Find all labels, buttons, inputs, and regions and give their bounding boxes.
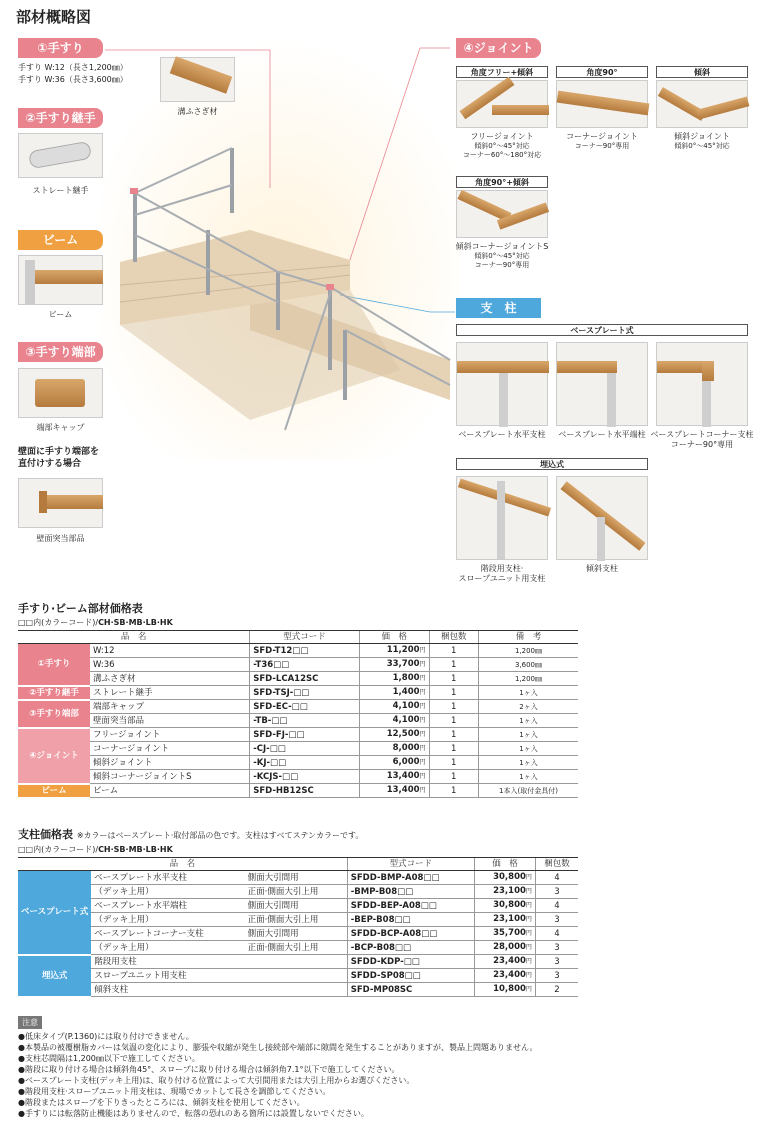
item-code: -BCP-B08□□ — [347, 941, 474, 955]
item-qty: 3 — [535, 955, 578, 969]
item-qty: 3 — [535, 885, 578, 899]
col-note: 備 考 — [478, 631, 578, 644]
header-angle-90-slope: 角度90°+傾斜 — [456, 176, 548, 188]
item-name: フリージョイント — [90, 728, 250, 742]
yen-unit: 円 — [419, 773, 426, 780]
col-qty: 梱包数 — [429, 631, 478, 644]
item-qty: 2 — [535, 983, 578, 997]
note-item: ●手すりには転落防止機能はありませんので、転落の恐れのある箇所には設置しないでください。 — [18, 1109, 369, 1118]
note-item: ●低床タイプ(P.1360)には取り付けできません。 — [18, 1032, 194, 1041]
yen-unit: 円 — [525, 958, 532, 965]
bp-horizontal-post-photo — [456, 342, 548, 426]
item-code: SFD-T12□□ — [250, 644, 360, 658]
end-cap-caption: 端部キャップ — [36, 423, 85, 432]
yen-unit: 円 — [525, 888, 532, 895]
straight-joint-caption: ストレート継手 — [32, 186, 89, 195]
item-note: 1ヶ入 — [478, 770, 578, 784]
col-price: 価 格 — [475, 858, 536, 871]
corner-joint-photo — [556, 80, 648, 128]
notes-list — [18, 1031, 753, 1119]
item-sub: 側面大引間用 — [245, 899, 348, 913]
yen-unit: 円 — [525, 874, 532, 881]
col-code: 型式コード — [250, 631, 360, 644]
item-price — [475, 885, 536, 899]
item-qty: 1 — [429, 714, 478, 728]
corner-joint-caption: コーナージョイント コーナー90°専用 — [566, 132, 638, 150]
item-sub: 側面大引間用 — [245, 927, 348, 941]
yen-unit: 円 — [419, 717, 426, 724]
item-name: コーナージョイント — [90, 742, 250, 756]
table-row — [18, 913, 578, 927]
item-note: 1ヶ入 — [478, 686, 578, 700]
yen-unit: 円 — [419, 759, 426, 766]
item-price — [475, 899, 536, 913]
item-qty: 1 — [429, 644, 478, 658]
item-name: W:36 — [90, 658, 250, 672]
item-sub: 正面·側面大引上用 — [245, 941, 348, 955]
item-code: SFD-HB12SC — [250, 784, 360, 798]
table-row — [18, 686, 578, 700]
table-row — [18, 644, 578, 658]
item-note: 1本入(取付金具付) — [478, 784, 578, 798]
price-value: 30,800 — [493, 872, 526, 882]
item-name: 傾斜支柱 — [91, 983, 347, 997]
slope-joint-caption: 傾斜ジョイント 傾斜0°～45°対応 — [674, 132, 730, 150]
table-row — [18, 658, 578, 672]
table-row — [18, 885, 578, 899]
table-row — [18, 899, 578, 913]
price-table-2 — [18, 857, 578, 998]
table-row — [18, 871, 578, 885]
item-name: （デッキ上用） — [91, 885, 244, 899]
header-baseplate: ベースプレート式 — [456, 324, 748, 336]
price-value: 23,400 — [493, 956, 526, 966]
item-qty: 4 — [535, 899, 578, 913]
yen-unit: 円 — [419, 675, 426, 682]
item-code: -KJ-□□ — [250, 756, 360, 770]
slope-post-caption: 傾斜支柱 — [586, 564, 618, 573]
slope-corner-joint-caption: 傾斜コーナージョイントS 傾斜0°～45°対応 コーナー90°専用 — [455, 242, 549, 269]
col-name: 品 名 — [18, 858, 347, 871]
item-code: -T36□□ — [250, 658, 360, 672]
price-value: 1,800 — [392, 673, 420, 683]
price-table-2-title: 支柱価格表 — [18, 828, 73, 841]
item-price — [359, 658, 429, 672]
item-price — [359, 644, 429, 658]
item-code: SFD-FJ-□□ — [250, 728, 360, 742]
item-price — [359, 756, 429, 770]
end-cap-photo — [18, 368, 103, 418]
joint-label: ④ジョイント — [456, 38, 541, 58]
item-code: SFD-TSJ-□□ — [250, 686, 360, 700]
table-row — [18, 969, 578, 983]
header-angle-90: 角度90° — [556, 66, 648, 78]
notes-label: 注意 — [18, 1016, 42, 1029]
item-qty: 1 — [429, 700, 478, 714]
slope-post-photo — [556, 476, 648, 560]
page-title: 部材概略図 — [16, 8, 92, 26]
item-name: 溝ふさぎ材 — [90, 672, 250, 686]
stair-post-caption: 階段用支柱· スロープユニット用支柱 — [458, 564, 546, 583]
item-price — [359, 672, 429, 686]
yen-unit: 円 — [419, 661, 426, 668]
category-cell: 埋込式 — [18, 955, 91, 997]
slope-corner-joint-photo — [456, 190, 548, 238]
item-price — [359, 700, 429, 714]
item-qty: 3 — [535, 913, 578, 927]
price-value: 11,200 — [386, 645, 420, 655]
item-code: SFDD-BMP-A08□□ — [347, 871, 474, 885]
item-qty: 1 — [429, 784, 478, 798]
category-cell: ③手すり端部 — [18, 700, 90, 728]
bp-end-post-caption: ベースプレート水平端柱 — [558, 430, 646, 439]
item-note: 2ヶ入 — [478, 700, 578, 714]
item-code: -KCJS-□□ — [250, 770, 360, 784]
price-value: 13,400 — [386, 785, 420, 795]
price-value: 8,000 — [392, 743, 420, 753]
item-code: SFDD-KDP-□□ — [347, 955, 474, 969]
table-row — [18, 742, 578, 756]
item-note: 1ヶ入 — [478, 756, 578, 770]
item-name: 傾斜ジョイント — [90, 756, 250, 770]
item-name: 傾斜コーナージョイントS — [90, 770, 250, 784]
yen-unit: 円 — [419, 745, 426, 752]
item-price — [359, 770, 429, 784]
item-qty: 1 — [429, 686, 478, 700]
category-cell: ②手すり継手 — [18, 686, 90, 700]
price-value: 1,400 — [392, 687, 420, 697]
header-angle-free: 角度フリー+傾斜 — [456, 66, 548, 78]
price-value: 30,800 — [493, 900, 526, 910]
item-code: -TB-□□ — [250, 714, 360, 728]
handrail-label: ①手すり — [18, 38, 103, 58]
table-row — [18, 784, 578, 798]
item-note: 1ヶ入 — [478, 714, 578, 728]
item-code: SFDD-BEP-A08□□ — [347, 899, 474, 913]
item-name: ベースプレート水平端柱 — [91, 899, 244, 913]
joint-connector-label: ②手すり継手 — [18, 108, 103, 128]
item-sub: 正面·側面大引上用 — [245, 913, 348, 927]
item-qty: 3 — [535, 969, 578, 983]
yen-unit: 円 — [525, 972, 532, 979]
yen-unit: 円 — [419, 703, 426, 710]
price-table-1-title: 手すり·ビーム部材価格表 — [18, 602, 143, 615]
end-part-label: ③手すり端部 — [18, 342, 103, 362]
item-price — [475, 983, 536, 997]
price-value: 4,100 — [392, 701, 420, 711]
bp-end-post-photo — [556, 342, 648, 426]
header-slope: 傾斜 — [656, 66, 748, 78]
slope-joint-photo — [656, 80, 748, 128]
item-name: ベースプレート水平支柱 — [91, 871, 244, 885]
note-item: ●ベースプレート支柱(デッキ上用)は、取り付ける位置によって大引間用または大引上用からお選びください。 — [18, 1076, 415, 1085]
item-code: SFD-EC-□□ — [250, 700, 360, 714]
col-price: 価 格 — [359, 631, 429, 644]
price-table-2-title-block — [18, 826, 363, 842]
item-note: 3,600㎜ — [478, 658, 578, 672]
table-row — [18, 955, 578, 969]
yen-unit: 円 — [525, 902, 532, 909]
item-price — [475, 913, 536, 927]
price-table-1 — [18, 630, 578, 799]
straight-joint-photo — [18, 133, 103, 178]
table-row — [18, 714, 578, 728]
item-code: -BEP-B08□□ — [347, 913, 474, 927]
table-row — [18, 672, 578, 686]
col-qty: 梱包数 — [535, 858, 578, 871]
price-table-2-color-note: □□内(カラーコード)/CH·SB·MB·LB·HK — [18, 845, 173, 854]
note-item: ●階段用支柱·スロープユニット用支柱は、現場でカットして長さを調節してください。 — [18, 1087, 331, 1096]
item-price — [475, 969, 536, 983]
item-name: （デッキ上用） — [91, 913, 244, 927]
table-row — [18, 927, 578, 941]
category-cell: ビーム — [18, 784, 90, 798]
item-price — [359, 714, 429, 728]
table-row — [18, 941, 578, 955]
handrail-desc-2: 手すり W:36（長さ3,600㎜） — [18, 75, 128, 84]
table-row — [18, 983, 578, 997]
header-embed: 埋込式 — [456, 458, 648, 470]
price-value: 10,800 — [493, 984, 526, 994]
handrail-desc-1: 手すり W:12（長さ1,200㎜） — [18, 63, 128, 72]
price-value: 23,400 — [493, 970, 526, 980]
item-name: 端部キャップ — [90, 700, 250, 714]
item-code: SFD-MP08SC — [347, 983, 474, 997]
note-item: ●階段に取り付ける場合は傾斜角45°、スロープに取り付ける場合は傾斜角7.1°以下で施工してください。 — [18, 1065, 400, 1074]
item-qty: 1 — [429, 658, 478, 672]
col-code: 型式コード — [347, 858, 474, 871]
price-value: 12,500 — [386, 729, 420, 739]
price-value: 28,000 — [493, 942, 526, 952]
item-qty: 1 — [429, 742, 478, 756]
stair-post-photo — [456, 476, 548, 560]
table-row — [18, 756, 578, 770]
price-value: 23,100 — [493, 914, 526, 924]
category-cell: ①手すり — [18, 644, 90, 686]
bp-corner-post-photo — [656, 342, 748, 426]
item-note: 1,200㎜ — [478, 672, 578, 686]
category-cell: ④ジョイント — [18, 728, 90, 784]
note-item: ●本製品の被覆樹脂カバーは気温の変化により、膨張や収縮が発生し接続部や端部に隙間を発生することがありますが、製品上問題ありません。 — [18, 1043, 538, 1052]
col-name: 品 名 — [18, 631, 250, 644]
item-name: 階段用支柱 — [91, 955, 347, 969]
item-price — [475, 955, 536, 969]
price-value: 6,000 — [392, 757, 420, 767]
item-note: 1,200㎜ — [478, 644, 578, 658]
item-name: ストレート継手 — [90, 686, 250, 700]
yen-unit: 円 — [419, 647, 426, 654]
item-qty: 4 — [535, 927, 578, 941]
item-note: 1ヶ入 — [478, 742, 578, 756]
item-price — [475, 871, 536, 885]
price-value: 23,100 — [493, 886, 526, 896]
groove-filler-photo — [160, 57, 235, 102]
item-price — [359, 784, 429, 798]
item-name: ビーム — [90, 784, 250, 798]
item-price — [359, 686, 429, 700]
item-price — [359, 728, 429, 742]
deck-illustration — [100, 40, 460, 460]
post-label: 支 柱 — [456, 298, 541, 318]
note-item: ●階段またはスロープを下りきったところには、傾斜支柱を使用してください。 — [18, 1098, 305, 1107]
table-row — [18, 770, 578, 784]
free-joint-caption: フリージョイント 傾斜0°～45°対応 コーナー60°～180°対応 — [462, 132, 542, 159]
item-sub: 正面·側面大引上用 — [245, 885, 348, 899]
item-qty: 1 — [429, 672, 478, 686]
item-qty: 3 — [535, 941, 578, 955]
item-code: SFDD-SP08□□ — [347, 969, 474, 983]
yen-unit: 円 — [525, 986, 532, 993]
item-code: -BMP-B08□□ — [347, 885, 474, 899]
price-table-1-color-note: □□内(カラーコード)/CH·SB·MB·LB·HK — [18, 618, 173, 627]
price-value: 13,400 — [386, 771, 420, 781]
yen-unit: 円 — [419, 731, 426, 738]
item-name: （デッキ上用） — [91, 941, 244, 955]
item-name: 壁面突当部品 — [90, 714, 250, 728]
note-item: ●支柱芯間隔は1,200㎜以下で施工してください。 — [18, 1054, 200, 1063]
table-row — [18, 728, 578, 742]
item-qty: 1 — [429, 770, 478, 784]
item-code: SFDD-BCP-A08□□ — [347, 927, 474, 941]
groove-filler-caption: 溝ふさぎ材 — [177, 107, 218, 116]
item-code: SFD-LCA12SC — [250, 672, 360, 686]
item-price — [359, 742, 429, 756]
bp-horizontal-post-caption: ベースプレート水平支柱 — [458, 430, 546, 439]
bp-corner-post-caption: ベースプレートコーナー支柱 コーナー90°専用 — [650, 430, 754, 449]
item-name: ベースプレートコーナー支柱 — [91, 927, 244, 941]
item-name: スロープユニット用支柱 — [91, 969, 347, 983]
item-code: -CJ-□□ — [250, 742, 360, 756]
beam-label: ビーム — [18, 230, 103, 250]
beam-photo — [18, 255, 103, 305]
yen-unit: 円 — [525, 930, 532, 937]
wall-part-caption: 壁面突当部品 — [36, 534, 85, 543]
category-cell: ベースプレート式 — [18, 871, 91, 955]
yen-unit: 円 — [419, 689, 426, 696]
item-sub: 側面大引間用 — [245, 871, 348, 885]
item-qty: 4 — [535, 871, 578, 885]
item-note: 1ヶ入 — [478, 728, 578, 742]
item-price — [475, 941, 536, 955]
item-qty: 1 — [429, 728, 478, 742]
yen-unit: 円 — [525, 944, 532, 951]
price-table-2-title-note: ※カラーはベースプレート·取付部品の色です。支柱はすべてステンカラーです。 — [76, 831, 364, 840]
price-value: 35,700 — [493, 928, 526, 938]
price-value: 33,700 — [386, 659, 420, 669]
yen-unit: 円 — [419, 787, 426, 794]
item-price — [475, 927, 536, 941]
free-joint-photo — [456, 80, 548, 128]
wall-part-photo — [18, 478, 103, 528]
price-value: 4,100 — [392, 715, 420, 725]
beam-caption: ビーム — [48, 310, 73, 319]
table-row — [18, 700, 578, 714]
item-name: W:12 — [90, 644, 250, 658]
yen-unit: 円 — [525, 916, 532, 923]
item-qty: 1 — [429, 756, 478, 770]
wall-note: 壁面に手すり端部を 直付けする場合 — [18, 447, 100, 469]
